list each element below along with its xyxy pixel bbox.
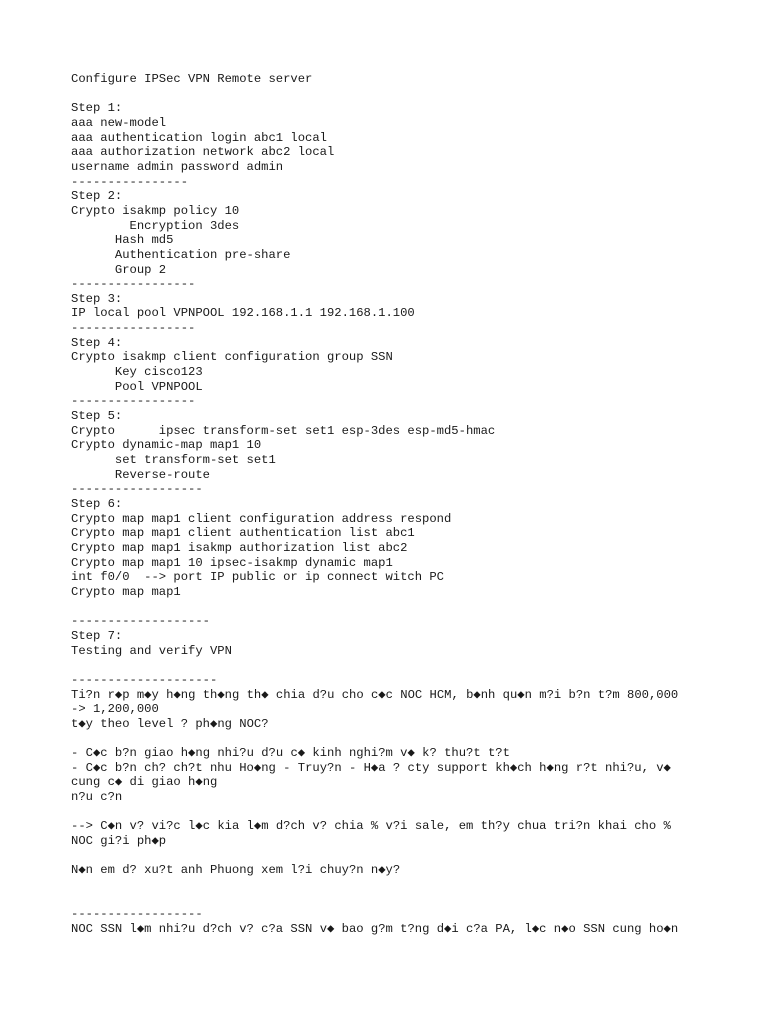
text-line — [71, 600, 731, 615]
text-line — [71, 731, 731, 746]
text-line: Crypto ipsec transform-set set1 esp-3des esp-md5-hmac — [71, 423, 496, 438]
text-line: Pool VPNPOOL — [71, 379, 203, 394]
text-line: NOC gi?i ph◆p — [71, 834, 167, 849]
text-line: ----------------- — [71, 321, 196, 336]
text-line: Step 2: — [71, 189, 123, 204]
text-line — [71, 893, 731, 908]
text-line: Ti?n r◆p m◆y h◆ng th◆ng th◆ chia d?u cho c◆c NOC HCM, b◆nh qu◆n m?i b?n t?m 800,000 — [71, 687, 679, 702]
text-line: - C◆c b?n giao h◆ng nhi?u d?u c◆ kinh nghi?m v◆ k? thu?t t?t — [71, 746, 510, 761]
text-line: Reverse-route — [71, 467, 210, 482]
text-line: ------------------ — [71, 482, 203, 497]
text-line — [71, 805, 731, 820]
text-line: ---------------- — [71, 174, 189, 189]
text-line: cung c◆ di giao h◆ng — [71, 775, 218, 790]
text-line — [71, 878, 731, 893]
text-line: ----------------- — [71, 394, 196, 409]
text-line — [71, 658, 731, 673]
text-line: aaa new-model — [71, 115, 167, 130]
text-line: Step 4: — [71, 335, 123, 350]
text-line: IP local pool VPNPOOL 192.168.1.1 192.168.1.100 — [71, 306, 415, 321]
text-line: Testing and verify VPN — [71, 643, 232, 658]
text-line: ------------------- — [71, 614, 210, 629]
text-line: ------------------ — [71, 907, 203, 922]
text-line: Crypto map map1 client authentication list abc1 — [71, 526, 415, 541]
text-line: Hash md5 — [71, 233, 174, 248]
text-line: Authentication pre-share — [71, 247, 291, 262]
text-line: aaa authorization network abc2 local — [71, 145, 335, 160]
text-line: n?u c?n — [71, 790, 123, 805]
text-line: Step 5: — [71, 409, 123, 424]
text-line: Configure IPSec VPN Remote server — [71, 72, 313, 86]
text-line — [71, 849, 731, 864]
text-line: Group 2 — [71, 262, 167, 277]
text-line: --> C◆n v? vi?c l◆c kia l◆m d?ch v? chia % v?i sale, em th?y chua tri?n khai cho % — [71, 819, 671, 834]
text-line: Step 3: — [71, 291, 123, 306]
document-text-body — [71, 72, 731, 937]
text-line: -> 1,200,000 — [71, 702, 159, 717]
text-line: aaa authentication login abc1 local — [71, 130, 327, 145]
text-line: Crypto isakmp client configuration group SSN — [71, 350, 393, 365]
text-line: username admin password admin — [71, 159, 284, 174]
text-line: - C◆c b?n ch? ch?t nhu Ho◆ng - Truy?n - H◆a ? cty support kh◆ch h◆ng r?t nhi?u, v◆ — [71, 760, 671, 775]
text-line: N◆n em d? xu?t anh Phuong xem l?i chuy?n n◆y? — [71, 863, 401, 878]
text-line: NOC SSN l◆m nhi?u d?ch v? c?a SSN v◆ bao g?m t?ng d◆i c?a PA, l◆c n◆o SSN cung ho◆n — [71, 921, 679, 936]
text-line: Key cisco123 — [71, 365, 203, 380]
text-line: Encryption 3des — [71, 218, 240, 233]
text-line: Step 6: — [71, 497, 123, 512]
text-line: t◆y theo level ? ph◆ng NOC? — [71, 716, 269, 731]
text-line: set transform-set set1 — [71, 453, 276, 468]
text-line: Crypto isakmp policy 10 — [71, 203, 240, 218]
text-line: int f0/0 --> port IP public or ip connect witch PC — [71, 570, 444, 585]
text-line: Step 1: — [71, 101, 123, 116]
text-line: Crypto dynamic-map map1 10 — [71, 438, 262, 453]
text-line: Crypto map map1 isakmp authorization list abc2 — [71, 540, 408, 555]
text-line: Crypto map map1 — [71, 584, 181, 599]
text-line: Crypto map map1 client configuration address respond — [71, 511, 452, 526]
text-line: -------------------- — [71, 672, 218, 687]
text-line: Crypto map map1 10 ipsec-isakmp dynamic map1 — [71, 555, 393, 570]
text-line — [71, 87, 731, 102]
text-line: Step 7: — [71, 628, 123, 643]
text-line: ----------------- — [71, 277, 196, 292]
